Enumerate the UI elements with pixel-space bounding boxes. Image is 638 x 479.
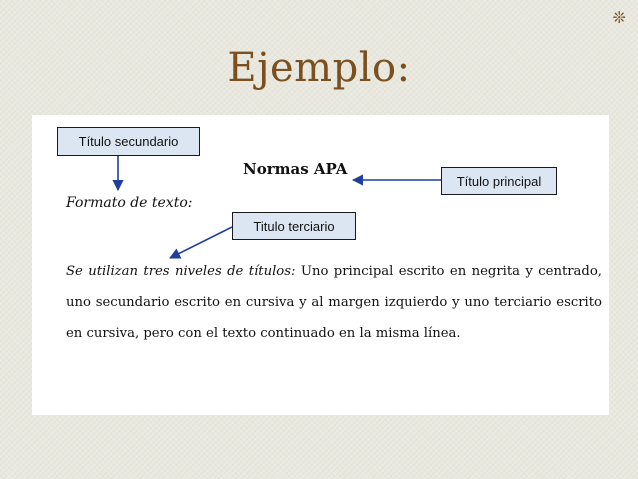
document-paragraph [66,256,602,349]
slide-title: Ejemplo: [227,45,411,91]
callout-secondary-title: Título secundario [57,127,200,156]
decorative-corner-icon: ❊ [612,8,626,27]
document-heading: Normas APA [243,160,348,178]
paragraph-lead: Se utilizan tres niveles de títulos: [66,264,296,279]
callout-main-title: Título principal [441,167,557,195]
callout-tertiary-title: Titulo terciario [232,212,356,240]
paragraph-body: Uno principal escrito en negrita y centrado, uno secundario escrito en cursiva y al margen izquierdo y uno terciario escrito en cursiva, pero con el texto continuado en la misma línea. [66,264,602,341]
document-subheading: Formato de texto: [66,195,193,211]
